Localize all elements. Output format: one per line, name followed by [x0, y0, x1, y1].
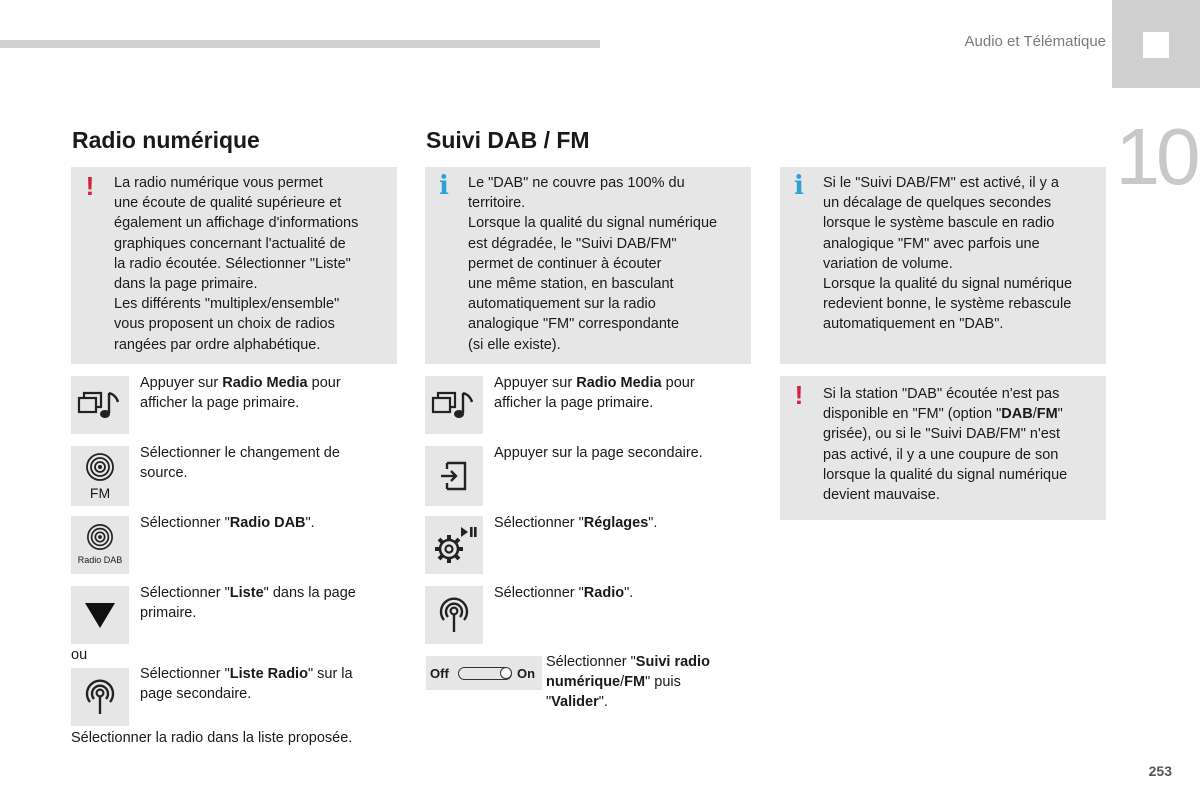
step-text: " puis [645, 674, 681, 691]
step-bold: Valider [551, 694, 599, 711]
step-text: Appuyer sur [140, 375, 223, 391]
step-text: Appuyer sur [494, 375, 577, 391]
step-text: Sélectionner le changement de [140, 445, 340, 461]
info-note-suivi-text: Si le "Suivi DAB/FM" est activé, il y a un décalage de quelques secondes lorsque le système bascule en radio analogique "FM" avec parfois une variation de volume. Lorsque la qualité du signal numérique redevient bonne, le système rebascule automatiquement en "DAB". [823, 175, 1073, 333]
step-text: pour [307, 375, 341, 391]
radio-media-icon [425, 376, 483, 434]
step-bold: numérique [546, 674, 621, 691]
step-text: Sélectionner " [494, 515, 584, 531]
note-text: / [1032, 406, 1037, 423]
left-step-4 [140, 583, 390, 623]
radio-list-icon [71, 668, 129, 726]
fm-caption: FM [89, 485, 111, 501]
step-text: Sélectionner " [494, 585, 584, 601]
step-bold: Radio Media [222, 375, 308, 391]
note-bold: DAB [1001, 406, 1033, 423]
warning-icon: ! [794, 380, 804, 410]
secondary-page-icon [425, 446, 483, 506]
middle-step-4 [494, 583, 744, 603]
middle-step-1 [494, 373, 744, 413]
left-final-step: Sélectionner la radio dans la liste proposée. [71, 730, 353, 746]
fm-source-icon [71, 446, 129, 506]
step-bold: Liste Radio [229, 666, 308, 682]
radio-dab-icon [71, 516, 129, 574]
section-title-suivi-dab-fm: Suivi DAB / FM [426, 127, 590, 153]
warning-note-text: La radio numérique vous permet une écoute de qualité supérieure et également un affichage d'informations graphiques concernant l'actualité de la radio écoutée. Sélectionner "Liste" dans la page primaire. Les différents "multiplex/ensemble" vous proposent un choix de radios rangées par ordre alphabétique. [114, 175, 359, 353]
radio-media-icon-svg [76, 387, 124, 423]
step-text: " dans la page [263, 585, 356, 601]
middle-step-2: Appuyer sur la page secondaire. [494, 445, 703, 461]
step-text: primaire. [140, 605, 197, 622]
step-text: Sélectionner " [546, 654, 636, 670]
toggle-knob [500, 667, 512, 679]
step-text: pour [661, 375, 695, 391]
step-text: / [620, 674, 625, 691]
toggle-track [458, 667, 512, 680]
toggle-off-label: Off [430, 666, 449, 681]
warning-icon: ! [85, 171, 95, 201]
note-text: Si la station "DAB" écoutée n'est pas [823, 386, 1060, 402]
warning-note-coupure [780, 376, 1106, 520]
radio-icon [425, 586, 483, 644]
info-note-text: Le "DAB" ne couvre pas 100% du territoire. Lorsque la qualité du signal numérique est dégradée, le "Suivi DAB/FM" permet de continuer à écouter une même station, en basculant automatiquement sur la radio analogique "FM" correspondante (si elle existe). [468, 175, 718, 353]
settings-icon-svg [431, 523, 477, 567]
step-text: Sélectionner " [140, 666, 230, 682]
step-bold: Liste [229, 585, 264, 601]
step-text: ". [624, 585, 634, 601]
step-text: afficher la page primaire. [494, 395, 654, 412]
note-text: devient mauvaise. [823, 487, 940, 504]
step-text: " [546, 694, 552, 711]
header-bar [0, 40, 600, 48]
secondary-page-icon-svg [437, 459, 471, 493]
left-step-3 [140, 513, 390, 533]
chapter-square [1143, 32, 1169, 58]
down-triangle-icon-svg [83, 600, 117, 630]
step-bold: Radio [583, 585, 625, 601]
fm-source-icon-svg [85, 452, 115, 482]
note-text: lorsque la qualité du signal numérique [823, 466, 1068, 483]
middle-step-5 [546, 652, 746, 713]
settings-icon [425, 516, 483, 574]
step-text: Sélectionner " [140, 585, 230, 601]
step-bold: Réglages [583, 515, 649, 531]
note-text: " [1057, 406, 1063, 423]
step-bold: Radio DAB [229, 515, 306, 531]
info-icon: i [794, 171, 804, 201]
left-step-2 [140, 443, 390, 483]
step-bold: Radio Media [576, 375, 662, 391]
toggle-switch-illustration [426, 656, 542, 690]
middle-step-3 [494, 513, 744, 533]
note-text: disponible en "FM" (option " [823, 406, 1002, 423]
info-note-suivi [780, 167, 1106, 364]
radio-dab-caption: Radio DAB [77, 555, 123, 565]
step-bold: FM [624, 674, 646, 691]
radio-list-icon-svg [83, 678, 117, 716]
section-title-radio-numerique: Radio numérique [72, 127, 260, 153]
or-label: ou [71, 647, 88, 663]
step-text: ". [648, 515, 658, 531]
down-triangle-icon [71, 586, 129, 644]
toggle-on-label: On [517, 666, 536, 681]
step-bold: Suivi radio [635, 654, 710, 670]
step-text: Sélectionner " [140, 515, 230, 531]
note-text: pas activé, il y a une coupure de son [823, 446, 1059, 463]
left-step-1 [140, 373, 390, 413]
radio-dab-icon-svg [86, 523, 114, 551]
radio-icon-svg [437, 596, 471, 634]
step-text: page secondaire. [140, 686, 252, 703]
page-number: 253 [1148, 763, 1172, 779]
chapter-number: 10 [1115, 112, 1197, 201]
warning-note-coupure-text [823, 384, 1103, 505]
radio-media-icon [71, 376, 129, 434]
left-step-5 [140, 664, 390, 704]
step-text: source. [140, 465, 188, 482]
warning-note-radio [71, 167, 397, 364]
note-bold: FM [1036, 406, 1058, 423]
info-note-dab [425, 167, 751, 364]
radio-media-icon-svg [430, 387, 478, 423]
step-text: ". [598, 694, 608, 711]
header-title: Audio et Télématique [964, 33, 1106, 50]
note-text: grisée), ou si le "Suivi DAB/FM" n'est [823, 426, 1061, 443]
info-icon: i [439, 171, 449, 201]
step-text: ". [305, 515, 315, 531]
step-text: afficher la page primaire. [140, 395, 300, 412]
step-text: " sur la [307, 666, 353, 682]
